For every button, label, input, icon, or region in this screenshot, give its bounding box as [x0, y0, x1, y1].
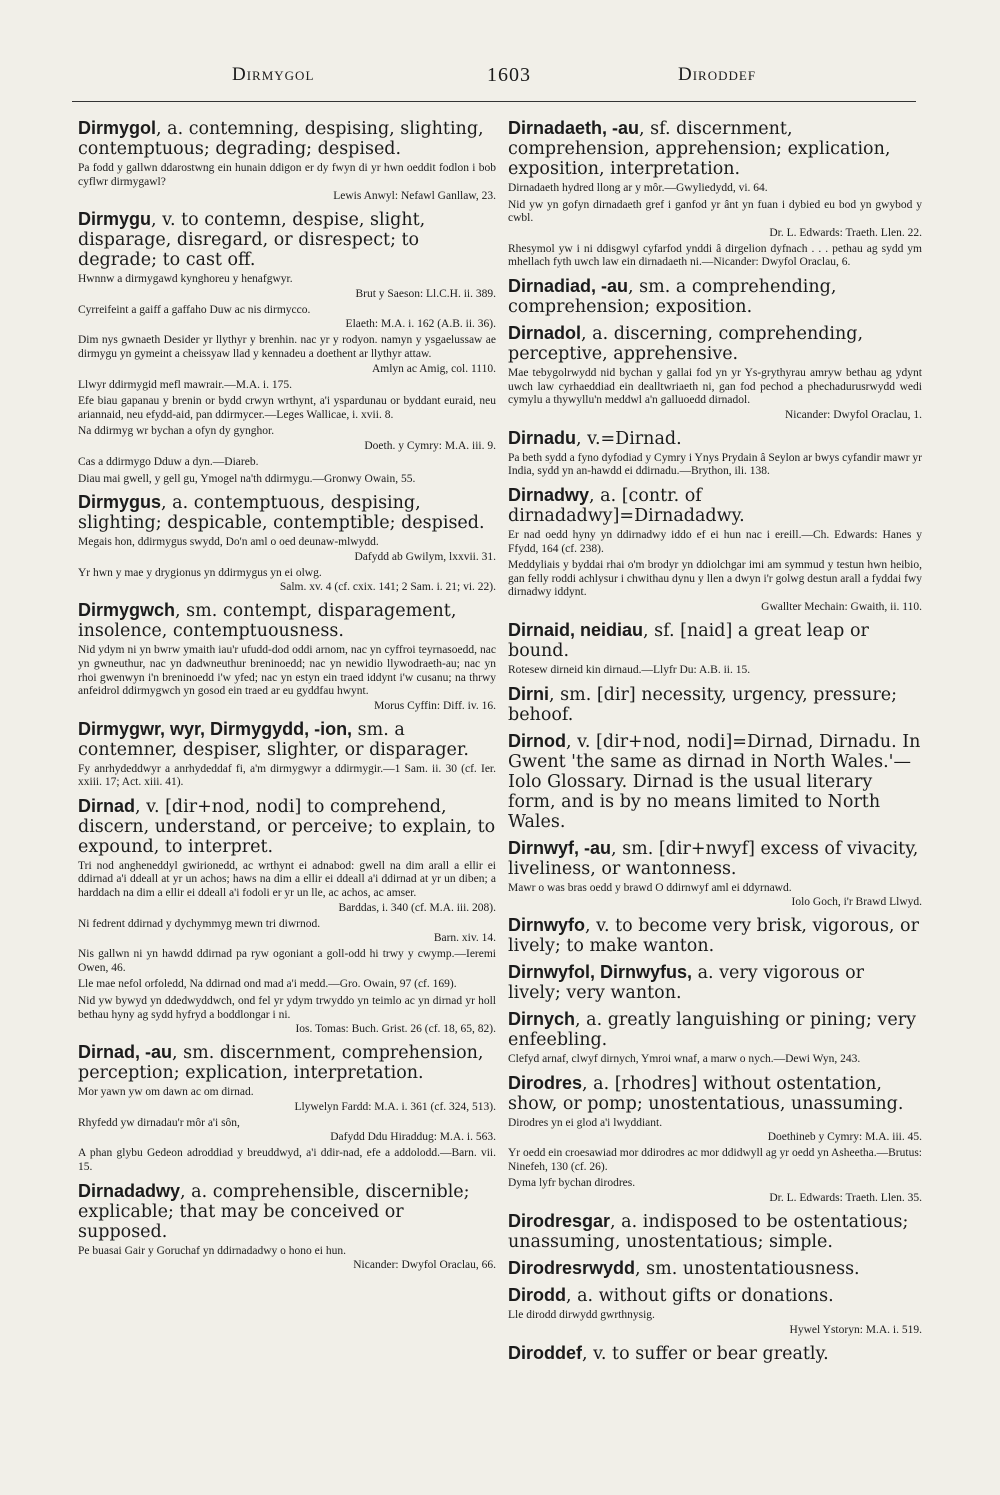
headword: Dirmygus: [78, 492, 162, 513]
quotation: Diau mai gwell, y gell gu, Ymogel na'th ddirmygu.—Gronwy Owain, 55.: [78, 472, 416, 485]
headword: Dirnadu: [508, 427, 577, 448]
dictionary-entry: [508, 485, 922, 614]
dictionary-entry: [508, 118, 922, 270]
quotation-source: Nicander: Dwyfol Oraclau, 1.: [785, 408, 922, 421]
page-header: [72, 64, 916, 96]
headword: Dirnad, -au: [78, 1042, 173, 1063]
quotation-source: Elaeth: M.A. i. 162 (A.B. ii. 36).: [345, 318, 496, 331]
quotation: Yr oedd ein croesawiad mor ddirodres ac mor ddidwyll ag yr oedd yn Asheetha.—Brutus: Ninefeh, 130 (cf. 26).: [508, 1147, 922, 1173]
entry-heading: [508, 1343, 922, 1364]
headword: Dirodd: [508, 1285, 566, 1306]
definition: , sm. a comprehending, comprehension; exposition.: [508, 276, 837, 317]
entry-heading: [78, 600, 496, 641]
entry-heading: [508, 118, 922, 179]
headword: Dirodres: [508, 1072, 583, 1093]
quotation: Rhyfedd yw dirnadau'r môr a'i sôn,: [78, 1116, 240, 1129]
quotation: A phan glybu Gedeon adroddiad y breuddwyd, a'i ddir-nad, efe a addolodd.—Barn. vii. 15.: [78, 1147, 496, 1173]
dictionary-entry: [508, 323, 922, 422]
quotation: Dirnadaeth hydred llong ar y môr.—Gwyliedydd, vi. 64.: [508, 182, 768, 194]
quotation: Lle mae nefol orfoledd, Na ddirnad ond mad a'i medd.—Gro. Owain, 97 (cf. 169).: [78, 978, 457, 991]
quotation: Llwyr ddirmygid mefl mawrair.—M.A. i. 175.: [78, 378, 292, 391]
quotation-source: Hywel Ystoryn: M.A. i. 519.: [789, 1323, 922, 1336]
quotation: Nis gallwn ni yn hawdd ddirnad pa ryw ogoniant a goll-odd hi trwy y cwymp.—Ieremi Owen, 46.: [78, 948, 496, 974]
dictionary-entry: [78, 209, 496, 486]
definition: , sm. contempt, disparagement, insolence, contemptuousness.: [78, 601, 457, 642]
dictionary-entry: [508, 1073, 922, 1205]
dictionary-entry: [78, 600, 496, 712]
quotation: Cyrreifeint a gaiff a gaffaho Duw ac nis dirmycco.: [78, 303, 311, 316]
quotation: Clefyd arnaf, clwyf dirnych, Ymroi wnaf, a marw o nych.—Dewi Wyn, 243.: [508, 1053, 861, 1066]
dictionary-entry: [78, 118, 496, 203]
definition: , a. indisposed to be ostentatious; unassuming, unostentatious; simple.: [508, 1212, 909, 1253]
quotation: Rotesew dirneid kin dirnaud.—Llyfr Du: A.B. ii. 15.: [508, 663, 751, 676]
entry-heading: [78, 719, 496, 760]
entry-heading: [508, 1211, 922, 1252]
definition: , sm. discernment, comprehension, perception; explication, interpretation.: [78, 1043, 484, 1084]
entry-heading: [508, 684, 922, 725]
entry-heading: [508, 1258, 922, 1279]
dictionary-entry: [508, 1211, 922, 1252]
dictionary-entry: [78, 796, 496, 1036]
page-number: 1603: [487, 64, 531, 86]
quotation: Er nad oedd hyny yn ddirnadwy iddo ef ei hun nac i ereill.—Ch. Edwards: Hanes y Ffydd, 164 (cf. 238).: [508, 528, 922, 555]
quotation-source: Doethineb y Cymry: M.A. iii. 45.: [767, 1131, 922, 1144]
quotation-source: Nicander: Dwyfol Oraclau, 66.: [353, 1259, 496, 1272]
dictionary-entry: [508, 1009, 922, 1067]
entry-heading: [78, 1042, 496, 1083]
entry-heading: [78, 209, 496, 270]
dictionary-entry: [508, 915, 922, 956]
definition: , a. discerning, comprehending, perceptive, apprehensive.: [508, 323, 864, 364]
quotation-source: Brut y Saeson: Ll.C.H. ii. 389.: [355, 287, 496, 300]
quotation: Pa beth sydd a fyno dyfodiad y Cymry i Ynys Prydain â Seylon ar bwys cyfandir mawr yr India, sydd yn an-hawdd ei ddirnadu.—Brython, ili. 138.: [508, 451, 922, 478]
definition: , sm. [dir+nwyf] excess of vivacity, liveliness, or wantonness.: [508, 838, 919, 879]
quotation-source: Amlyn ac Amig, col. 1110.: [371, 362, 496, 375]
quotation: Nid yw yn gofyn dirnadaeth gref i ganfod yr ânt yn fuan i dybied eu bod yn gwybod y cwbl.: [508, 198, 922, 225]
headword: Dirmygwr, wyr, Dirmygydd, -ion,: [78, 718, 353, 739]
dictionary-entry: [508, 428, 922, 479]
dictionary-entry: [508, 276, 922, 317]
definition: , a. comprehensible, discernible; explicable; that may be conceived or supposed.: [78, 1181, 470, 1242]
definition: , a. contemptuous, despising, slighting; despicable, contemptible; despised.: [78, 493, 485, 534]
quotation: Mae tebygolrwydd nid bychan y gallai fod yn yr Ys-grythyrau amryw bethau ag ydynt uwch law cyrhaeddiad ein dealltwriaeth ni, gan fod pechod a phechadurusrwydd wedi cymylu a thywyllu'n meddwl a'n galluoedd dirnadol.: [508, 366, 922, 407]
entry-heading: [78, 492, 496, 533]
right-column: [508, 118, 922, 1370]
headword: Dirnadaeth, -au: [508, 118, 640, 138]
entry-heading: [78, 1181, 496, 1242]
definition: , v. [dir+nod, nodi]=Dirnad, Dirnadu. In Gwent 'the same as dirnad in North Wales.'—Iolo Glossary. Dirnad is the usual literary form, and is by no means limited to North Wales.: [508, 731, 921, 832]
dictionary-entry: [508, 1285, 922, 1337]
definition: , a. [contr. of dirnadadwy]=Dirnadadwy.: [508, 485, 745, 526]
headword: Dirmygol: [78, 118, 157, 138]
headword: Dirnadwy: [508, 484, 590, 505]
entry-heading: [508, 962, 922, 1003]
dictionary-entry: [508, 1258, 922, 1279]
quotation-source: Iolo Goch, i'r Brawd Llwyd.: [791, 896, 922, 909]
headword: Dirnadol: [508, 322, 582, 343]
headword: Diroddef: [508, 1342, 582, 1363]
entry-heading: [78, 118, 496, 159]
definition: , sf. [naid] a great leap or bound.: [508, 620, 869, 661]
quotation: Na ddirmyg wr bychan a ofyn dy gynghor.: [78, 425, 275, 438]
quotation-source: Salm. xv. 4 (cf. cxix. 141; 2 Sam. i. 21; vi. 22).: [279, 581, 496, 594]
definition: , v. [dir+nod, nodi] to comprehend, discern, understand, or perceive; to explain, to expound, to interpret.: [78, 796, 496, 857]
headword: Dirnaid, neidiau: [508, 619, 644, 640]
definition: , sm. unostentatiousness.: [635, 1259, 860, 1280]
quotation-source: Dr. L. Edwards: Traeth. Llen. 22.: [769, 226, 922, 239]
header-right-guideword: Diroddef: [678, 64, 757, 85]
quotation: Fy anrhydeddwyr a anrhydeddaf fi, a'm dirmygwyr a ddirmygir.—1 Sam. ii. 30 (cf. Ier. xxiii. 17; Act. xiii. 41).: [78, 762, 496, 789]
headword: Dirnwyfo: [508, 915, 586, 936]
quotation-source: Barn. xiv. 14.: [433, 932, 496, 945]
entry-heading: [508, 323, 922, 364]
quotation-source: Gwallter Mechain: Gwaith, ii. 110.: [761, 600, 922, 613]
headword: Dirmygu: [78, 209, 152, 230]
header-rule: [72, 101, 916, 102]
entry-heading: [508, 1073, 922, 1114]
quotation: Yr hwn y mae y drygionus yn ddirmygus yn ei olwg.: [78, 566, 322, 579]
quotation-source: Dafydd Ddu Hiraddug: M.A. i. 563.: [330, 1131, 496, 1144]
entry-heading: [508, 620, 922, 661]
definition: , sf. discernment, comprehension, apprehension; explication, exposition, interpretation.: [508, 119, 891, 179]
definition: , a. [rhodres] without ostentation, show, or pomp; unostentatious, unassuming.: [508, 1073, 904, 1114]
quotation-source: Lewis Anwyl: Nefawl Ganllaw, 23.: [333, 190, 496, 203]
headword: Dirnadadwy: [78, 1180, 181, 1201]
quotation: Hwnnw a dirmygawd kynghoreu y henafgwyr.: [78, 273, 293, 286]
headword: Dirni: [508, 683, 550, 704]
quotation-source: Ios. Tomas: Buch. Grist. 26 (cf. 18, 65, 82).: [295, 1023, 496, 1036]
dictionary-entry: [78, 492, 496, 594]
quotation: Megais hon, ddirmygus swydd, Do'n aml o oed deunaw-mlwydd.: [78, 536, 379, 549]
quotation: Rhesymol yw i ni ddisgwyl cyfarfod ynddi â dirgelion dyfnach . . . pethau ag sydd ym mhellach fyth uwch law ein dirnadaeth ni.—Nicander: Dwyfol Oraclau, 6.: [508, 242, 922, 269]
headword: Dirmygwch: [78, 600, 176, 621]
definition: , a. greatly languishing or pining; very enfeebling.: [508, 1010, 916, 1051]
quotation: Tri nod angheneddyl gwirionedd, ac wrthynt ei adnabod: gwell na dim arall a ellir ei ddirnad a'i ddeall at yr un achos; haws na dim a ellir ei ddeall a'i ddirnad at yr un diben; a harddach na dim a ellir ei ddeall a'i fodoli er yr un lle, ac achos, ac amser.: [78, 859, 496, 900]
dictionary-entry: [508, 620, 922, 678]
dictionary-entry: [78, 1042, 496, 1174]
left-column: [78, 118, 496, 1278]
entry-heading: [508, 1285, 922, 1306]
entry-heading: [78, 796, 496, 857]
quotation: Meddyliais y byddai rhai o'm brodyr yn ddiolchgar imi am symmud y testun hwn heibio, gan felly roddi achlysur i chwithau dynu y llen a dwyn i'r golwg destun arall a fyddai fwy dirnadwy iddynt.: [508, 559, 922, 599]
entry-heading: [508, 428, 922, 449]
definition: , v. to contemn, despise, slight, disparage, disregard, or disrespect; to degrade; to cast off.: [78, 210, 426, 271]
headword: Dirodresrwydd: [508, 1258, 636, 1279]
definition: , v. to suffer or bear greatly.: [582, 1343, 829, 1364]
quotation-source: Llywelyn Fardd: M.A. i. 361 (cf. 324, 513).: [294, 1100, 496, 1113]
definition: , v.=Dirnad.: [576, 428, 682, 449]
dictionary-entry: [508, 1343, 922, 1364]
dictionary-entry: [78, 719, 496, 790]
quotation: Mawr o was bras oedd y brawd O ddirnwyf aml ei ddyrnawd.: [508, 881, 792, 894]
quotation: Efe biau gapanau y brenin or bydd crwyn wrthynt, a'i yspardunau or byddant euraid, neu ariannaid, neu efydd-aid, pan ddirmycer.—Leges Wallicae, i. xvii. 8.: [78, 395, 496, 421]
headword: Dirodresgar: [508, 1211, 611, 1232]
entry-heading: [508, 731, 922, 832]
quotation: Dim nys gwnaeth Desider yr llythyr y brenhin. nac yr y rodyon. namyn y ysgaelussaw ae dirmygu yn gymeint a cheissyaw llad y kennadeu a doethent ar llythyr attaw.: [78, 334, 496, 360]
definition: , a. contemning, despising, slighting, contemptuous; degrading; despised.: [78, 119, 484, 159]
headword: Dirnadiad, -au: [508, 275, 629, 296]
quotation: Cas a ddirmygo Dduw a dyn.—Diareb.: [78, 455, 259, 468]
entry-heading: [508, 838, 922, 879]
headword: Dirnod: [508, 730, 566, 751]
headword: Dirnych: [508, 1009, 576, 1030]
dictionary-entry: [508, 962, 922, 1003]
entry-heading: [508, 915, 922, 956]
quotation-source: Doeth. y Cymry: M.A. iii. 9.: [364, 439, 496, 452]
headword: Dirnwyf, -au: [508, 837, 612, 858]
quotation: Pe buasai Gair y Goruchaf yn ddirnadadwy o hono ei hun.: [78, 1244, 346, 1257]
quotation: Pa fodd y gallwn ddarostwng ein hunain ddigon er dy fwyn di yr hwn oeddit fodlon i bob cyflwr dirmygawl?: [78, 162, 496, 188]
quotation-source: Barddas, i. 340 (cf. M.A. iii. 208).: [338, 901, 496, 914]
quotation: Lle dirodd dirwydd gwrthnysig.: [508, 1309, 655, 1322]
dictionary-entry: [508, 731, 922, 832]
entry-heading: [508, 276, 922, 317]
quotation-source: Dr. L. Edwards: Traeth. Llen. 35.: [769, 1192, 922, 1205]
entry-heading: [508, 485, 922, 526]
headword: Dirnwyfol, Dirnwyfus,: [508, 962, 693, 983]
quotation-source: Morus Cyffin: Diff. iv. 16.: [374, 699, 496, 712]
quotation: Nid ydym ni yn bwrw ymaith iau'r ufudd-dod oddi arnom, nac yn cyffroi teyrnasoedd, nac yn gwneuthur, nac yn dadwneuthur breninoedd; nac yn newidio llywodraeth-au; nac yn rhoi gwenwyn i'n breninoedd i'w yfed; nac yn estyn ein traed iddynt i'w cusanu; na thrwy anfeidrol ddirmygwch yn gosod ein traed ar eu gyddfau hwynt.: [78, 644, 496, 698]
headword: Dirnad: [78, 795, 136, 816]
header-left-guideword: Dirmygol: [232, 64, 315, 85]
quotation: Dyma lyfr bychan dirodres.: [508, 1177, 636, 1190]
quotation: Dirodres yn ei glod a'i lwyddiant.: [508, 1116, 663, 1129]
definition: a. very vigorous or lively; very wanton.: [508, 963, 865, 1004]
definition: , sm. [dir] necessity, urgency, pressure; behoof.: [508, 684, 898, 725]
quotation: Nid yw bywyd yn ddedwyddwch, ond fel yr ydym trwyddo yn teimlo ac yn dirnad yr holl bethau hyny ag sydd hyfryd a boddlongar i ni.: [78, 995, 496, 1021]
dictionary-entry: [508, 838, 922, 910]
entry-heading: [508, 1009, 922, 1050]
definition: , a. without gifts or donations.: [566, 1286, 834, 1307]
dictionary-entry: [78, 1181, 496, 1273]
definition: , v. to become very brisk, vigorous, or lively; to make wanton.: [508, 916, 919, 957]
dictionary-entry: [508, 684, 922, 725]
quotation: Mor yawn yw om dawn ac om dirnad.: [78, 1086, 254, 1099]
quotation: Ni fedrent ddirnad y dychymmyg mewn tri diwrnod.: [78, 917, 321, 930]
quotation-source: Dafydd ab Gwilym, lxxvii. 31.: [354, 550, 496, 563]
definition: sm. a contemner, despiser, slighter, or disparager.: [78, 719, 469, 760]
